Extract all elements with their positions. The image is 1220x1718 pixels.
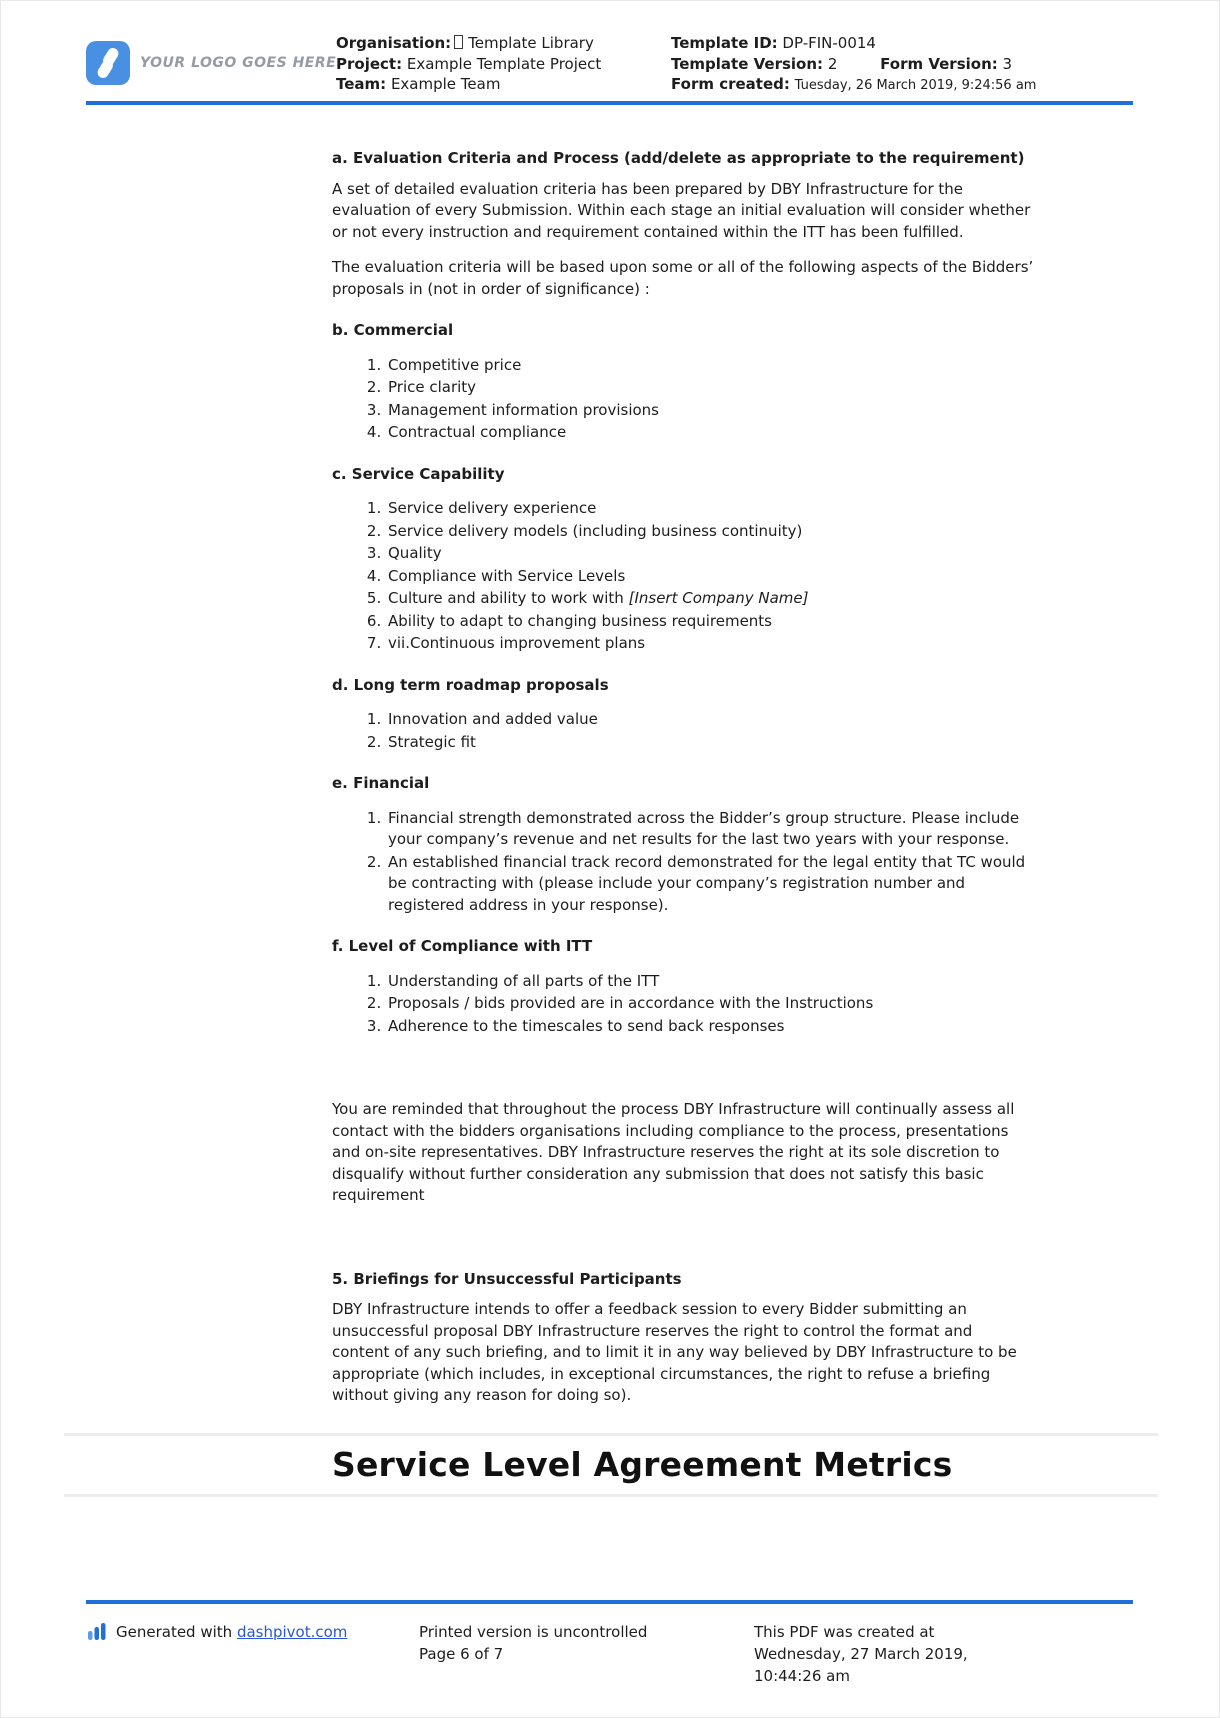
section-a-title: a. Evaluation Criteria and Process (add/delete as appropriate to the requirement) [332,149,1025,167]
header-divider [86,101,1133,105]
list-item: 1. Competitive price [386,355,1034,377]
form-created-label: Form created: [671,75,790,93]
logo [86,33,336,85]
form-created-value: Tuesday, 26 March 2019, 9:24:56 am [794,78,1037,93]
template-id-label: Template ID: [671,34,778,52]
page-header [86,33,1134,97]
form-version-label: Form Version: [880,54,998,73]
section-f-title: f. Level of Compliance with ITT [332,937,593,955]
list-item: 2. An established financial track record demonstrated for the legal entity that TC would be contracting with (please include your company’s registration number and registered address in your response). [386,852,1034,917]
list-item: 1. Financial strength demonstrated across the Bidder’s group structure. Please include your company’s revenue and net results for the last two years with your response. [386,808,1034,851]
team-label: Team: [336,75,387,93]
logo-placeholder-text: YOUR LOGO GOES HERE [140,55,337,71]
list-item: 3. Management information provisions [386,400,1034,422]
section-a-paragraph-1: A set of detailed evaluation criteria has been prepared by DBY Infrastructure for the evaluation of every Submission. Within each stage an initial evaluation will consider whether or not every instruction and requirement contained within the ITT has been fulfilled. [332,179,1031,241]
reminder-paragraph: You are reminded that throughout the process DBY Infrastructure will continually assess all contact with the bidders organisations including compliance to the process, presentations and on-site representatives. DBY Infrastructure reserves the right at its sole discretion to disqualify without further consideration any submission that does not satisfy this basic requirement [332,1100,1015,1204]
list-item: 3. Adherence to the timescales to send back responses [386,1016,1034,1038]
footer-printed [419,1621,754,1665]
list-item: 1. Understanding of all parts of the ITT [386,971,1034,993]
list-item: 2. Strategic fit [386,732,1034,754]
service-capability-list [332,498,1034,655]
commercial-list [332,355,1034,444]
list-item: 4. Compliance with Service Levels [386,566,1034,588]
project-label: Project: [336,54,403,73]
page-footer [86,1621,1134,1687]
list-item: 1. Service delivery experience [386,498,1034,520]
organisation-label: Organisation: [336,34,452,52]
team-line [336,74,671,95]
template-id-value: DP-FIN-0014 [782,34,876,52]
page-number: Page 6 of 7 [419,1645,504,1663]
compliance-list [332,971,1034,1038]
project-value: Example Template Project [406,54,602,73]
template-version-value: 2 [827,54,838,73]
header-org-block [336,33,671,95]
pdf-created-line-1: This PDF was created at [754,1623,935,1641]
generated-with-text [116,1621,347,1643]
dashpivot-link[interactable]: dashpivot.com [236,1623,348,1641]
list-item: 2. Proposals / bids provided are in accordance with the Instructions [386,993,1034,1015]
list-item: 3. Quality [386,543,1034,565]
team-value: Example Team [390,75,501,93]
header-template-block [671,33,1134,97]
roadmap-list [332,709,1034,753]
footer-created [754,1621,1134,1687]
list-item: 7. vii.Continuous improvement plans [386,633,1034,655]
section-5-paragraph: DBY Infrastructure intends to offer a feedback session to every Bidder submitting an unsuccessful proposal DBY Infrastructure reserves the right to control the format and content of any such briefing, and to limit it in any way believed by DBY Infrastructure to be appropriate (which includes, in exceptional circumstances, the right to refuse a briefing without giving any reason for doing so). [332,1300,1017,1404]
pdf-created-line-3: 10:44:26 am [754,1667,850,1685]
section-b-title: b. Commercial [332,321,454,339]
sla-metrics-heading: Service Level Agreement Metrics [332,1445,953,1484]
list-item [386,588,1034,610]
form-created-line [671,74,1134,97]
organisation-value: Template Library [468,34,594,52]
list-item: 1. Innovation and added value [386,709,1034,731]
template-id-line [671,33,1134,54]
printed-version-text: Printed version is uncontrolled [419,1623,648,1641]
versions-line [671,54,1134,75]
section-a-paragraph-2: The evaluation criteria will be based upon some or all of the following aspects of the Bidders’ proposals in (not in order of significance) : [332,258,1034,298]
insert-company-name-placeholder: [Insert Company Name] [628,589,809,607]
form-version-value: 3 [1002,54,1013,73]
document-content [332,140,1034,1421]
list-item: 2. Service delivery models (including business continuity) [386,521,1034,543]
sla-heading-block [1,1433,1220,1497]
pdf-created-line-2: Wednesday, 27 March 2019, [754,1645,968,1663]
section-c-title: c. Service Capability [332,464,505,483]
section-5-title: 5. Briefings for Unsuccessful Participants [332,1269,682,1288]
footer-divider [86,1600,1133,1604]
project-line [336,54,671,75]
culture-item-text: Culture and ability to work with [388,589,629,607]
list-item: 2. Price clarity [386,377,1034,399]
section-e-title: e. Financial [332,774,430,792]
footer-generated [86,1621,419,1643]
section-divider-top [64,1433,1158,1436]
generated-prefix: Generated with [116,1623,237,1641]
financial-list [332,808,1034,917]
list-item: 6. Ability to adapt to changing business requirements [386,611,1034,633]
organisation-line [336,33,671,54]
company-logo-icon [86,41,130,85]
missing-glyph-icon [454,35,463,49]
template-version-label: Template Version: [671,54,824,73]
list-item: 4. Contractual compliance [386,422,1034,444]
section-d-title: d. Long term roadmap proposals [332,675,609,694]
form-version-group [880,55,1012,73]
section-divider-bottom [64,1494,1158,1497]
bar-chart-icon [86,1621,108,1643]
